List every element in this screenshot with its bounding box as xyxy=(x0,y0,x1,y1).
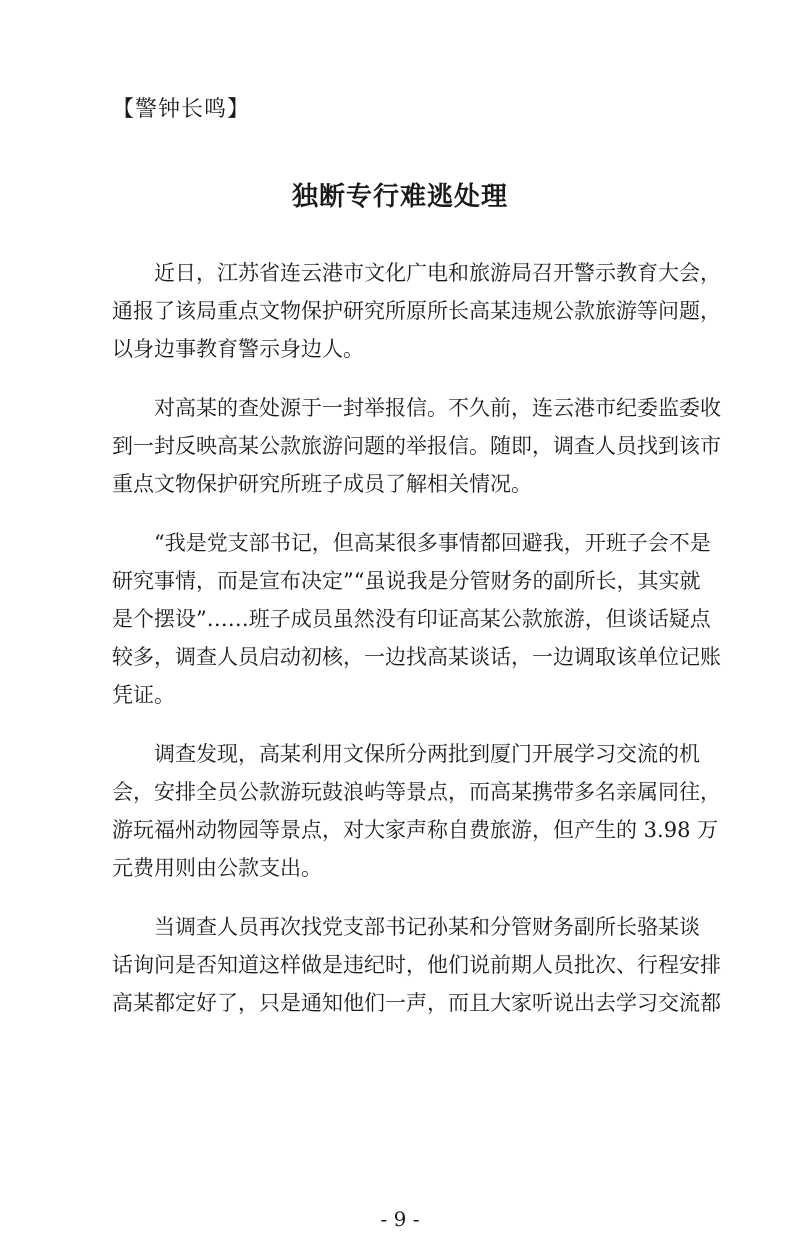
text-line: 高某都定好了，只是通知他们一声，而且大家听说出去学习交流都 xyxy=(112,991,721,1015)
text-line: 调查发现，高某利用文保所分两批到厦门开展学习交流的机 xyxy=(154,742,700,766)
paragraph-5 xyxy=(112,908,721,1022)
paragraph-1 xyxy=(112,254,721,368)
text-line: 话询问是否知道这样做是违纪时，他们说前期人员批次、行程安排 xyxy=(112,953,721,977)
text-line: 游玩福州动物园等景点，对大家声称自费旅游，但产生的 3.98 万 xyxy=(112,818,719,842)
text-line: 较多，调查人员启动初核，一边找高某谈话，一边调取该单位记账 xyxy=(112,645,721,669)
text-line: 对高某的查处源于一封举报信。不久前，连云港市纪委监委收 xyxy=(154,396,721,420)
text-line: 元费用则由公款支出。 xyxy=(112,856,322,880)
text-line: 凭证。 xyxy=(112,683,175,707)
paragraph-3 xyxy=(112,524,721,714)
text-line: 是个摆设”……班子成员虽然没有印证高某公款旅游，但谈话疑点 xyxy=(112,607,711,631)
text-line: 近日，江苏省连云港市文化广电和旅游局召开警示教育大会， xyxy=(154,261,721,285)
article-title: 独断专行难逃处理 xyxy=(291,182,508,212)
text-line: “我是党支部书记，但高某很多事情都回避我，开班子会不是 xyxy=(154,531,711,555)
text-line: 通报了该局重点文物保护研究所原所长高某违规公款旅游等问题， xyxy=(112,299,721,323)
text-line: 重点文物保护研究所班子成员了解相关情况。 xyxy=(112,472,532,496)
section-tag: 【警钟长鸣】 xyxy=(112,97,251,122)
page-number: - 9 - xyxy=(380,1207,420,1231)
article-body xyxy=(112,254,721,1043)
text-line: 以身边事教育警示身边人。 xyxy=(112,337,364,361)
text-line: 当调查人员再次找党支部书记孙某和分管财务副所长骆某谈 xyxy=(154,915,700,939)
text-line: 会，安排全员公款游玩鼓浪屿等景点，而高某携带多名亲属同往， xyxy=(112,780,721,804)
text-line: 研究事情，而是宣布决定”“虽说我是分管财务的副所长，其实就 xyxy=(112,569,701,593)
paragraph-4 xyxy=(112,735,721,887)
text-line: 到一封反映高某公款旅游问题的举报信。随即，调查人员找到该市 xyxy=(112,434,721,458)
paragraph-2 xyxy=(112,389,721,503)
